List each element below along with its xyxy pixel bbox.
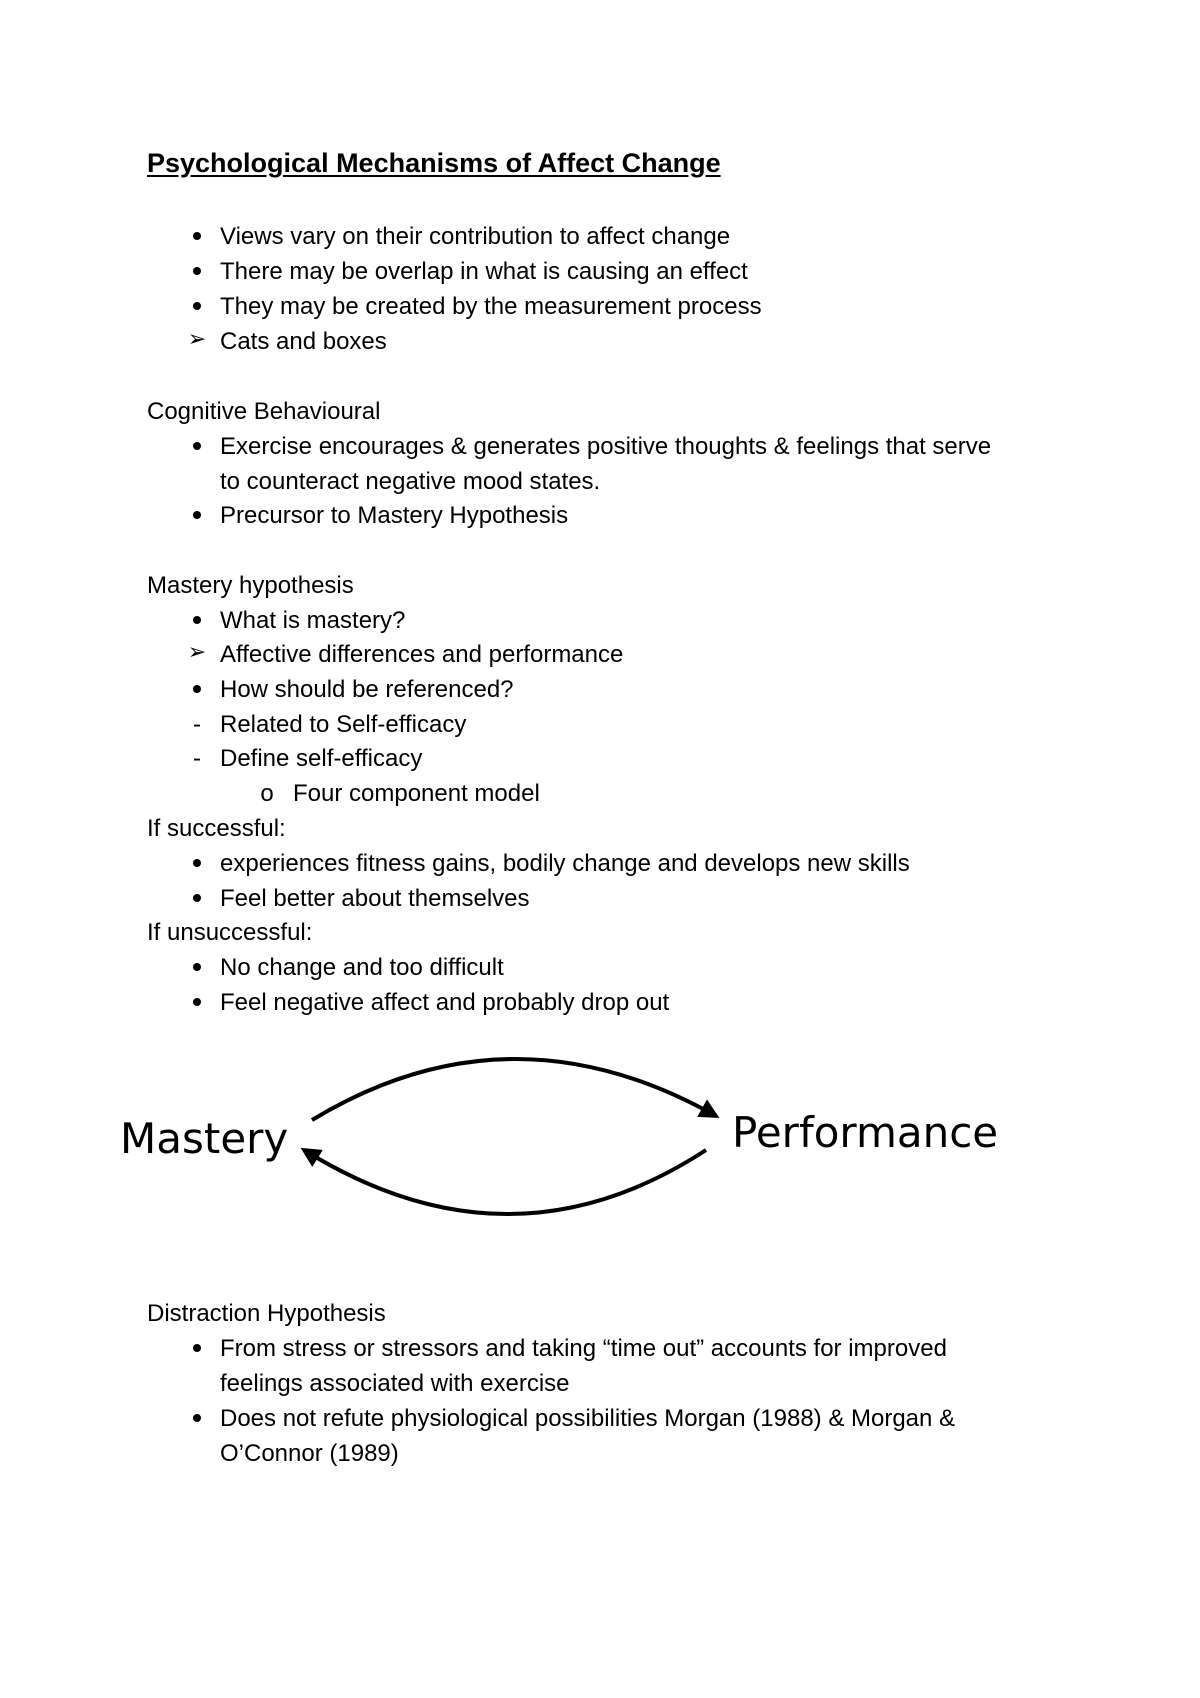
section-heading-mastery: Mastery hypothesis <box>147 572 354 599</box>
bullet-marker <box>185 433 209 461</box>
mastery-label: Mastery <box>120 1114 289 1163</box>
section-heading-distraction: Distraction Hypothesis <box>147 1300 386 1327</box>
list-item <box>187 326 387 356</box>
mastery-performance-diagram <box>0 1040 1200 1240</box>
list-item <box>193 745 423 773</box>
list-item <box>220 1335 947 1398</box>
list-item <box>220 433 991 496</box>
bullet-marker <box>185 676 209 704</box>
list-item-text: experiences fitness gains, bodily change and develops new skills <box>220 850 910 877</box>
dash-marker: - <box>193 745 201 772</box>
list-item <box>220 223 730 251</box>
list-item-text: Does not refute physiological possibilities Morgan (1988) & Morgan & <box>220 1405 956 1432</box>
list-item <box>193 711 467 739</box>
list-item <box>187 639 624 669</box>
list-item <box>220 502 568 530</box>
list-item <box>260 780 540 808</box>
arrow-bullet-icon: ➢ <box>187 326 207 351</box>
forward-arrow <box>312 1059 716 1120</box>
list-item-text: Feel better about themselves <box>220 885 530 912</box>
section-heading-successful: If successful: <box>147 815 286 842</box>
bullet-marker <box>185 1335 209 1363</box>
bullet-marker <box>185 293 209 321</box>
bullet-marker <box>185 954 209 982</box>
list-item <box>220 989 669 1017</box>
list-item-text: From stress or stressors and taking “time out” accounts for improved <box>220 1335 947 1362</box>
list-item <box>220 676 514 704</box>
list-item <box>220 1405 955 1468</box>
list-item-text-continued: O’Connor (1989) <box>220 1440 399 1467</box>
bullet-marker <box>185 607 209 635</box>
list-item-text: Related to Self-efficacy <box>220 711 467 738</box>
list-item-text: Precursor to Mastery Hypothesis <box>220 502 569 529</box>
list-item-text: No change and too difficult <box>220 954 504 981</box>
section-heading-cognitive: Cognitive Behavioural <box>147 398 381 425</box>
list-item <box>220 954 504 982</box>
bullet-marker <box>185 258 209 286</box>
list-item-text: Affective differences and performance <box>220 641 624 668</box>
arrow-bullet-icon: ➢ <box>187 639 207 664</box>
list-item-text: Feel negative affect and probably drop out <box>220 989 670 1016</box>
list-item-text-continued: to counteract negative mood states. <box>220 468 601 495</box>
list-item <box>220 885 530 913</box>
list-item <box>220 293 762 321</box>
circle-marker: o <box>260 780 274 807</box>
list-item-text: Cats and boxes <box>220 328 387 355</box>
dash-marker: - <box>193 711 201 738</box>
list-item <box>220 850 910 878</box>
bullet-marker <box>185 989 209 1017</box>
bullet-marker <box>185 502 209 530</box>
list-item-text: Four component model <box>293 780 540 807</box>
list-item-text: They may be created by the measurement process <box>220 293 762 320</box>
list-item-text: How should be referenced? <box>220 676 514 703</box>
section-heading-unsuccessful: If unsuccessful: <box>147 919 313 946</box>
list-item-text: Views vary on their contribution to affect change <box>220 223 731 250</box>
list-item-text: Define self-efficacy <box>220 745 423 772</box>
list-item-text: What is mastery? <box>220 607 406 634</box>
return-arrow <box>304 1150 706 1214</box>
list-item <box>220 258 748 286</box>
page-title: Psychological Mechanisms of Affect Change <box>147 148 721 178</box>
bullet-marker <box>185 850 209 878</box>
list-item-text: Exercise encourages & generates positive thoughts & feelings that serve <box>220 433 992 460</box>
list-item-text-continued: feelings associated with exercise <box>220 1370 570 1397</box>
list-item-text: There may be overlap in what is causing an effect <box>220 258 748 285</box>
bullet-marker <box>185 885 209 913</box>
bullet-marker <box>185 223 209 251</box>
bullet-marker <box>185 1405 209 1433</box>
performance-label: Performance <box>732 1108 999 1157</box>
list-item <box>220 607 405 635</box>
